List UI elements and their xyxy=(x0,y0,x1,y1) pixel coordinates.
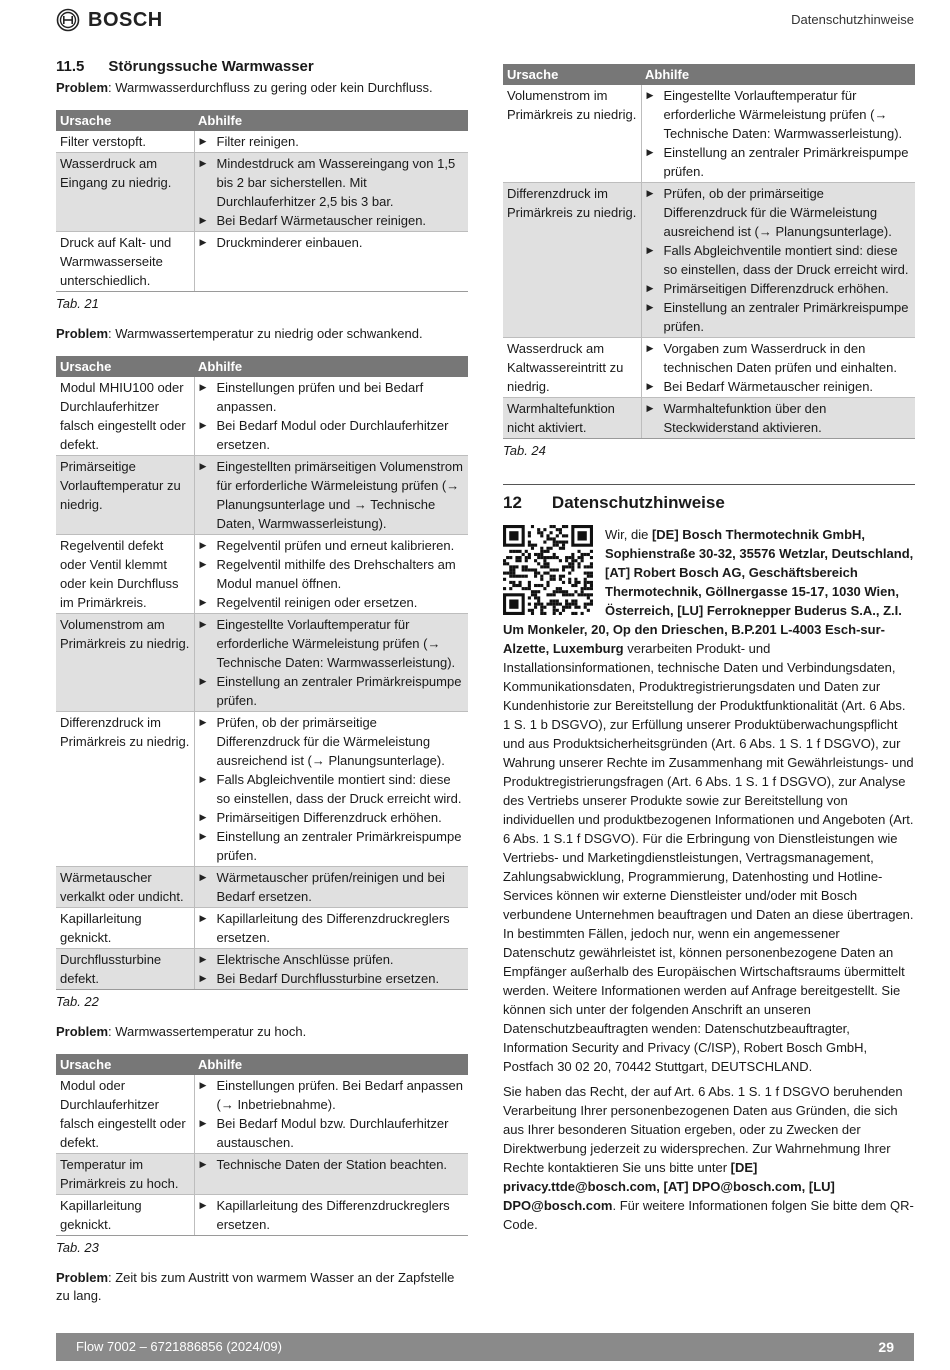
table-row xyxy=(56,377,468,456)
cause-cell: Modul MHIU100 oder Durchlauferhitzer falsch eingestellt oder defekt. xyxy=(56,377,194,456)
remedy-item: ▶ Eingestellten primärseitigen Volumenstrom für erforderliche Wärmeleistung prüfen (→ Planungsunterlage und → Technische Daten, Warmwasserleistung). xyxy=(199,457,465,533)
cause-cell: Durchflussturbine defekt. xyxy=(56,949,194,990)
remedy-cell xyxy=(194,1195,468,1236)
remedy-cell xyxy=(194,535,468,614)
col-cause: Ursache xyxy=(56,110,194,131)
document-reference: Flow 7002 – 6721886856 (2024/09) xyxy=(76,1339,282,1354)
tab-22-caption: Tab. 22 xyxy=(56,994,99,1009)
cause-cell: Wärmetauscher verkalkt oder undicht. xyxy=(56,867,194,908)
remedy-cell xyxy=(194,377,468,456)
tab-21-caption: Tab. 21 xyxy=(56,296,99,311)
cause-cell: Druck auf Kalt- und Warmwasserseite unterschiedlich. xyxy=(56,232,194,292)
remedy-item: ▶ Filter reinigen. xyxy=(199,132,465,151)
tab-23-caption: Tab. 23 xyxy=(56,1240,99,1255)
col-cause: Ursache xyxy=(503,64,641,85)
remedy-item: ▶ Kapillarleitung des Differenzdruckreglers ersetzen. xyxy=(199,909,465,947)
table-row xyxy=(56,456,468,535)
remedy-cell xyxy=(194,456,468,535)
cause-cell: Wasserdruck am Kaltwassereintritt zu niedrig. xyxy=(503,338,641,398)
section-12-heading: 12 Datenschutzhinweise xyxy=(503,484,915,513)
table-row xyxy=(56,614,468,712)
page-number: 29 xyxy=(878,1339,894,1355)
remedy-item: ▶ Bei Bedarf Wärmetauscher reinigen. xyxy=(199,211,465,230)
table-row xyxy=(56,949,468,990)
table-row xyxy=(56,908,468,949)
remedy-cell xyxy=(641,85,915,183)
table-row xyxy=(56,131,468,153)
remedy-item: ▶ Einstellung an zentraler Primärkreispumpe prüfen. xyxy=(199,827,465,865)
remedy-item: ▶ Einstellung an zentraler Primärkreispumpe prüfen. xyxy=(199,672,465,710)
remedy-item: ▶ Prüfen, ob der primärseitige Differenzdruck für die Wärmeleistung ausreichend ist (→ Planungsunterlage). xyxy=(199,713,465,770)
header-section-title: Datenschutzhinweise xyxy=(791,12,914,27)
cause-cell: Volumenstrom im Primärkreis zu niedrig. xyxy=(503,85,641,183)
remedy-item: ▶ Mindestdruck am Wassereingang von 1,5 bis 2 bar sicherstellen. Mit Durchlauferhitzer 2,5 bis 3 bar. xyxy=(199,154,465,211)
cause-cell: Differenzdruck im Primärkreis zu niedrig. xyxy=(503,183,641,338)
table-row xyxy=(56,867,468,908)
remedy-cell xyxy=(194,1154,468,1195)
page-footer xyxy=(56,1333,914,1361)
cause-cell: Primärseitige Vorlauftemperatur zu niedrig. xyxy=(56,456,194,535)
remedy-cell xyxy=(641,398,915,439)
problem-3: Problem: Warmwassertemperatur zu hoch. xyxy=(56,1024,307,1039)
problem-4: Problem: Zeit bis zum Austritt von warmem Wasser an der Zapfstelle zu lang. xyxy=(56,1270,455,1303)
remedy-item: ▶ Warmhaltefunktion über den Steckwiderstand aktivieren. xyxy=(646,399,912,437)
remedy-item: ▶ Einstellungen prüfen und bei Bedarf anpassen. xyxy=(199,378,465,416)
cause-cell: Filter verstopft. xyxy=(56,131,194,153)
remedy-cell xyxy=(194,131,468,153)
remedy-item: ▶ Wärmetauscher prüfen/reinigen und bei Bedarf ersetzen. xyxy=(199,868,465,906)
remedy-item: ▶ Regelventil mithilfe des Drehschalters am Modul manuel öffnen. xyxy=(199,555,465,593)
remedy-item: ▶ Falls Abgleichventile montiert sind: diese so einstellen, dass der Druck erreicht wird. xyxy=(646,241,912,279)
col-cause: Ursache xyxy=(56,1054,194,1075)
table-row xyxy=(503,183,915,338)
tab-24-caption: Tab. 24 xyxy=(503,443,546,458)
remedy-item: ▶ Druckminderer einbauen. xyxy=(199,233,465,252)
privacy-paragraph-2: Sie haben das Recht, der auf Art. 6 Abs. 1 S. 1 f DSGVO beruhenden Verarbeitung Ihrer personenbezogenen Daten aus Gründen, die sich aus Ihrer besonderen Situation ergeben, oder zu Zwecken der Direktwerbung jederzeit zu widersprechen. Zur Wahrnehmung Ihrer Rechte kontaktieren Sie uns bitte unter [DE] privacy.ttde@bosch.com, [AT] DPO@bosch.com, [LU] DPO@bosch.com. Für weitere Informationen folgen Sie bitte dem QR-Code. xyxy=(503,1084,914,1232)
cause-cell: Volumenstrom am Primärkreis zu niedrig. xyxy=(56,614,194,712)
table-row xyxy=(56,1195,468,1236)
remedy-item: ▶ Technische Daten der Station beachten. xyxy=(199,1155,465,1174)
problem-2: Problem: Warmwassertemperatur zu niedrig oder schwankend. xyxy=(56,326,423,341)
remedy-item: ▶ Prüfen, ob der primärseitige Differenzdruck für die Wärmeleistung ausreichend ist (→ Planungsunterlage). xyxy=(646,184,912,241)
remedy-item: ▶ Kapillarleitung des Differenzdruckreglers ersetzen. xyxy=(199,1196,465,1234)
col-remedy: Abhilfe xyxy=(194,1054,468,1075)
col-remedy: Abhilfe xyxy=(194,356,468,377)
remedy-item: ▶ Einstellung an zentraler Primärkreispumpe prüfen. xyxy=(646,143,912,181)
cause-cell: Wasserdruck am Eingang zu niedrig. xyxy=(56,153,194,232)
remedy-cell xyxy=(641,338,915,398)
remedy-item: ▶ Eingestellte Vorlauftemperatur für erforderliche Wärmeleistung prüfen (→ Technische Daten: Warmwasserleistung). xyxy=(646,86,912,143)
qr-code-icon[interactable] xyxy=(503,525,593,615)
remedy-item: ▶ Bei Bedarf Durchflussturbine ersetzen. xyxy=(199,969,465,988)
remedy-item: ▶ Einstellung an zentraler Primärkreispumpe prüfen. xyxy=(646,298,912,336)
remedy-item: ▶ Falls Abgleichventile montiert sind: diese so einstellen, dass der Druck erreicht wird. xyxy=(199,770,465,808)
remedy-cell xyxy=(641,183,915,338)
remedy-item: ▶ Regelventil prüfen und erneut kalibrieren. xyxy=(199,536,465,555)
remedy-item: ▶ Primärseitigen Differenzdruck erhöhen. xyxy=(199,808,465,827)
table-22 xyxy=(56,356,468,990)
remedy-cell xyxy=(194,712,468,867)
table-24 xyxy=(503,64,915,439)
section-11-5-heading: 11.5 Störungssuche Warmwasser xyxy=(56,58,314,75)
remedy-item: ▶ Einstellungen prüfen. Bei Bedarf anpassen (→ Inbetriebnahme). xyxy=(199,1076,465,1114)
bosch-logo xyxy=(56,8,163,32)
remedy-item: ▶ Vorgaben zum Wasserdruck in den technischen Daten prüfen und einhalten. xyxy=(646,339,912,377)
table-row xyxy=(503,85,915,183)
cause-cell: Warmhaltefunktion nicht aktiviert. xyxy=(503,398,641,439)
privacy-notice xyxy=(503,525,915,1234)
table-21 xyxy=(56,110,468,292)
page-header xyxy=(56,8,914,34)
remedy-item: ▶ Bei Bedarf Modul bzw. Durchlauferhitzer austauschen. xyxy=(199,1114,465,1152)
remedy-cell xyxy=(194,153,468,232)
bosch-armature-icon xyxy=(56,8,80,32)
col-cause: Ursache xyxy=(56,356,194,377)
privacy-paragraph-1: Wir, die [DE] Bosch Thermotechnik GmbH, Sophienstraße 30-32, 35576 Wetzlar, Deutschland, [AT] Robert Bosch AG, Geschäftsbereich Thermotechnik, Göllnergasse 15-17, 1030 Wien, Österreich, [LU] Ferroknepper Buderus S.A., Z.I. Um Monkeler, 20, Op den Drieschen, B.P.201 L-4003 Esch-sur-Alzette, Luxemburg verarbeiten Produkt- und Installationsinformationen, technische Daten und Verbindungsdaten, Kommunikationsdaten, Produktregistrierungsdaten und Daten zur Kundenhistorie zur Bereitstellung der Produktfunktionalität (Art. 6 Abs. 1 S. 1 b DSGVO), zur Erfüllung unserer Produktüberwachungspflicht und aus Produktsicherheitsgründen (Art. 6 Abs. 1 S. 1 f DSGVO), zur Wahrung unserer Rechte im Zusammenhang mit Gewährleistungs- und Produktregistrierungsfragen (Art. 6 Abs. 1 S. 1 f DSGVO), zur Analyse des Vertriebs unserer Produkte sowie zur Bereitstellung von individuellen und produktbezogenen Informationen und Angeboten (Art. 6 Abs. 1 S.1 f DSGVO). Für die Erbringung von Dienstleistungen wie Vertriebs- und Marketingdienstleistungen, Vertragsmanagement, Zahlungsabwicklung, Programmierung, Datenhosting und Hotline-Services können wir externe Dienstleister und/oder mit Bosch verbundene Unternehmen beauftragen und Daten an diese übertragen. In bestimmten Fällen, jedoch nur, wenn ein angemessener Datenschutz gewährleistet ist, können personenbezogene Daten an Empfänger außerhalb des Europäischen Wirtschaftsraums übermittelt werden. Weitere Informationen werden auf Anfrage bereitgestellt. Sie können sich unter der folgenden Anschrift an unseren Datenschutzbeauftragten wenden: Datenschutzbeauftragter, Information Security and Privacy (C/ISP), Robert Bosch GmbH, Postfach 30 02 20, 70442 Stuttgart, DEUTSCHLAND. xyxy=(503,527,914,1074)
remedy-item: ▶ Bei Bedarf Wärmetauscher reinigen. xyxy=(646,377,912,396)
table-row xyxy=(56,1075,468,1154)
remedy-item: ▶ Regelventil reinigen oder ersetzen. xyxy=(199,593,465,612)
cause-cell: Modul oder Durchlauferhitzer falsch eingestellt oder defekt. xyxy=(56,1075,194,1154)
remedy-item: ▶ Bei Bedarf Modul oder Durchlauferhitzer ersetzen. xyxy=(199,416,465,454)
col-remedy: Abhilfe xyxy=(641,64,915,85)
remedy-item: ▶ Primärseitigen Differenzdruck erhöhen. xyxy=(646,279,912,298)
table-row xyxy=(56,153,468,232)
cause-cell: Kapillarleitung geknickt. xyxy=(56,908,194,949)
remedy-item: ▶ Elektrische Anschlüsse prüfen. xyxy=(199,950,465,969)
remedy-cell xyxy=(194,614,468,712)
table-23 xyxy=(56,1054,468,1236)
remedy-cell xyxy=(194,232,468,292)
privacy-emails[interactable]: [DE] privacy.ttde@bosch.com, [AT] DPO@bosch.com, [LU] DPO@bosch.com xyxy=(503,1160,835,1213)
remedy-cell xyxy=(194,949,468,990)
table-row xyxy=(503,338,915,398)
table-row xyxy=(56,1154,468,1195)
remedy-item: ▶ Eingestellte Vorlauftemperatur für erforderliche Wärmeleistung prüfen (→ Technische Daten: Warmwasserleistung). xyxy=(199,615,465,672)
remedy-cell xyxy=(194,1075,468,1154)
cause-cell: Temperatur im Primärkreis zu hoch. xyxy=(56,1154,194,1195)
cause-cell: Regelventil defekt oder Ventil klemmt oder kein Durchfluss im Primärkreis. xyxy=(56,535,194,614)
col-remedy: Abhilfe xyxy=(194,110,468,131)
problem-1: Problem: Warmwasserdurchfluss zu gering oder kein Durchfluss. xyxy=(56,80,433,95)
table-row xyxy=(56,232,468,292)
brand-name: BOSCH xyxy=(88,8,163,31)
table-row xyxy=(56,535,468,614)
remedy-cell xyxy=(194,867,468,908)
remedy-cell xyxy=(194,908,468,949)
cause-cell: Kapillarleitung geknickt. xyxy=(56,1195,194,1236)
table-row xyxy=(56,712,468,867)
left-column xyxy=(56,56,468,1305)
table-row xyxy=(503,398,915,439)
cause-cell: Differenzdruck im Primärkreis zu niedrig. xyxy=(56,712,194,867)
right-column xyxy=(503,64,915,1234)
